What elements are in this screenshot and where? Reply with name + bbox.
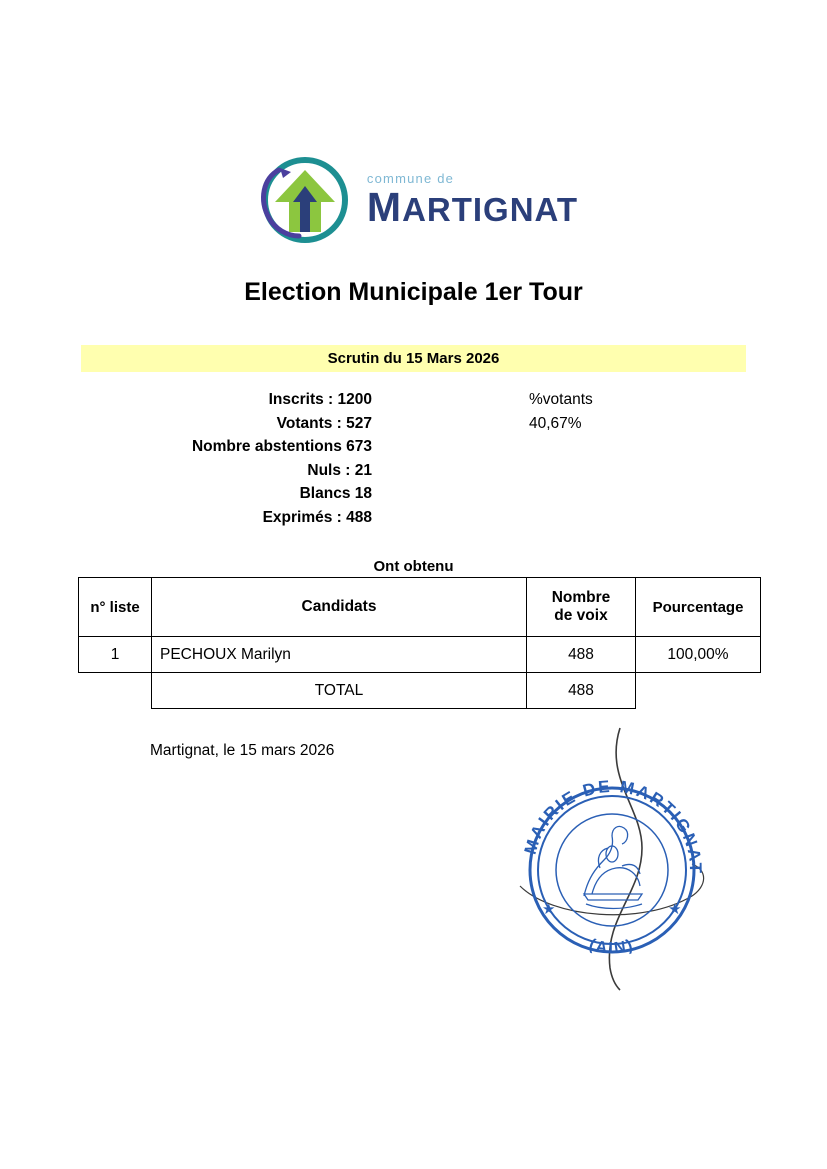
- stat-value-percent-label: %votants: [529, 391, 593, 408]
- logo-wordmark: [367, 172, 578, 228]
- scrutin-banner: Scrutin du 15 Mars 2026: [81, 345, 746, 372]
- header-pourcentage: Pourcentage: [636, 578, 761, 637]
- cell-n-liste: 1: [79, 637, 152, 673]
- stat-label-abstentions: Nombre abstentions 673: [191, 438, 372, 455]
- footer-place-date: Martignat, le 15 mars 2026: [150, 742, 335, 759]
- header-n-liste: n° liste: [79, 578, 152, 637]
- commune-logo: [0, 152, 827, 248]
- stat-value-percent: 40,67%: [529, 414, 582, 432]
- logo-name-rest: ARTIGNAT: [402, 191, 579, 228]
- stat-label-blancs: Blancs 18: [299, 485, 372, 502]
- results-caption: Ont obtenu: [373, 558, 454, 575]
- header-nombre-line1: Nombre: [551, 589, 611, 606]
- stat-row: [0, 412, 827, 436]
- logo-tagline: commune de: [366, 171, 455, 186]
- stat-label-inscrits: Inscrits : 1200: [268, 391, 372, 408]
- table-row: [79, 637, 761, 673]
- svg-text:MAIRIE DE MARTIGNAT: [521, 777, 705, 876]
- stat-row: [0, 388, 827, 412]
- statistics-block: [0, 388, 827, 529]
- stat-empty: [372, 482, 827, 506]
- stat-row: [0, 506, 827, 530]
- total-label: TOTAL: [152, 673, 527, 709]
- table-header-row: [79, 578, 761, 637]
- table-total-row: [79, 673, 761, 709]
- logo-name-first-letter: M: [366, 184, 403, 230]
- logo-mark-icon: [249, 152, 353, 248]
- total-voix: 488: [527, 673, 636, 709]
- header-candidats: Candidats: [152, 578, 527, 637]
- stat-label-exprimes: Exprimés : 488: [262, 508, 372, 526]
- page-title: Election Municipale 1er Tour: [244, 278, 583, 306]
- stat-empty: [372, 435, 827, 459]
- stat-empty: [372, 459, 827, 483]
- cell-candidat: PECHOUX Marilyn: [152, 637, 527, 673]
- stamp-star-right: ★: [668, 901, 682, 918]
- stamp-crest-icon: [584, 826, 642, 908]
- cell-pourcentage: 100,00%: [636, 637, 761, 673]
- stat-row: [0, 482, 827, 506]
- stamp-top-text: MAIRIE DE MARTIGNAT: [520, 776, 706, 876]
- header-nombre-de-voix: [527, 578, 636, 637]
- stamp-bottom-text: (AIN): [586, 936, 637, 958]
- stat-row: [0, 459, 827, 483]
- cell-voix: 488: [527, 637, 636, 673]
- logo-inner: [249, 152, 578, 248]
- stat-row: [0, 435, 827, 459]
- header-nombre-line2: de voix: [554, 607, 608, 624]
- stat-empty: [372, 506, 827, 530]
- total-spacer-pct: [636, 673, 761, 709]
- official-stamp: [492, 718, 732, 993]
- stat-label-votants: Votants : 527: [276, 414, 372, 432]
- results-table: [78, 577, 761, 709]
- stat-label-nuls: Nuls : 21: [307, 461, 372, 479]
- total-spacer: [79, 673, 152, 709]
- stamp-star-left: ★: [542, 901, 556, 918]
- logo-name: [366, 184, 579, 230]
